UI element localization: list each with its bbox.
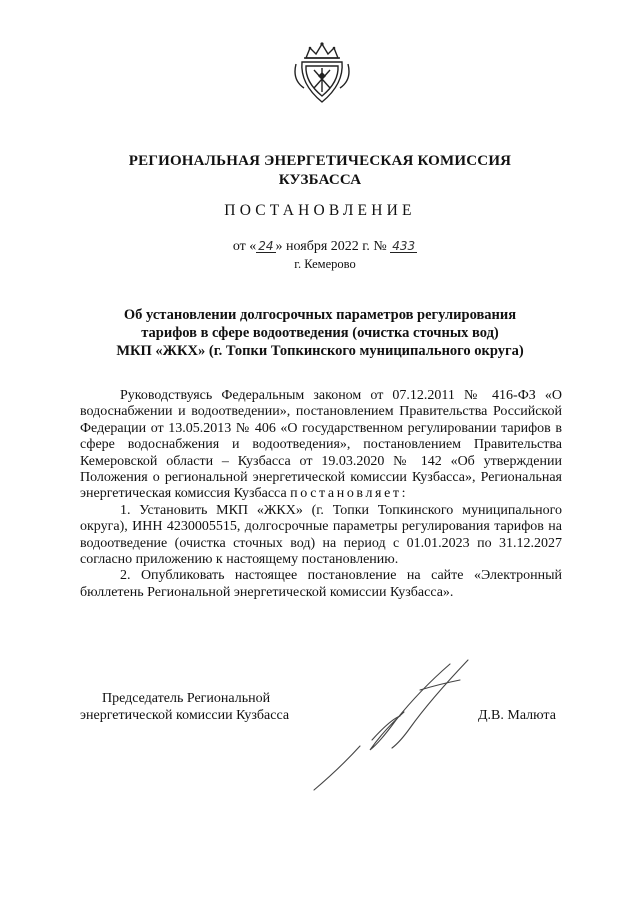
document-body <box>80 388 562 601</box>
decree-word: постановляет: <box>290 486 409 502</box>
organization-title-line2: КУЗБАССА <box>278 172 362 188</box>
organization-title <box>100 152 540 190</box>
signatory-position-line1: Председатель Региональной <box>102 691 271 706</box>
organization-title-line1: РЕГИОНАЛЬНАЯ ЭНЕРГЕТИЧЕСКАЯ КОМИССИЯ <box>128 153 512 169</box>
body-item-1: 1. Установить МКП «ЖКХ» (г. Топки Топкинского муниципального округа), ИНН 4230005515, долгосрочные параметры регулирования тарифов на водоотведение (очистка сточных вод) на период с 01.01.2023 по 31.12.2027 согласно приложению к настоящему постановлению. <box>80 502 562 568</box>
handwritten-signature <box>300 650 490 800</box>
subject-line-2: тарифов в сфере водоотведения (очистка сточных вод) <box>141 325 499 341</box>
document-type: ПОСТАНОВЛЕНИЕ <box>224 202 416 219</box>
body-item-2: 2. Опубликовать настоящее постановление на сайте «Электронный бюллетень Региональной энергетической комиссии Кузбасса». <box>80 568 562 600</box>
subject-line-1: Об установлении долгосрочных параметров регулирования <box>123 307 517 323</box>
subject-line-3: МКП «ЖКХ» (г. Топки Топкинского муниципального округа) <box>116 343 524 359</box>
document-subject <box>80 306 560 360</box>
date-day-handwritten: 24 <box>258 239 274 253</box>
signatory-name: Д.В. Малюта <box>478 708 556 723</box>
coat-of-arms-icon <box>292 38 352 106</box>
date-line <box>200 238 450 255</box>
date-middle: » ноября 2022 г. № <box>275 239 387 254</box>
preamble-text: Руководствуясь Федеральным законом от 07.12.2011 № 416-ФЗ «О водоснабжении и водоотведении», постановлением Правительства Российской Федерации от 13.05.2013 № 406 «О государственном регулировании тарифов в сфере водоснабжения и водоотведения», постановлением Правительства Кемеровской области – Кузбасса от 19.03.2020 № 142 «Об утверждении Положения о региональной энергетической комиссии Кузбасса», Региональная энергетическая комиссия Кузбасса <box>80 388 562 502</box>
document-number-handwritten: 433 <box>392 239 416 253</box>
signatory-position-line2: энергетической комиссии Кузбасса <box>80 708 290 723</box>
date-prefix: от « <box>232 239 257 254</box>
body-preamble <box>80 388 562 503</box>
city: г. Кемерово <box>294 257 356 271</box>
